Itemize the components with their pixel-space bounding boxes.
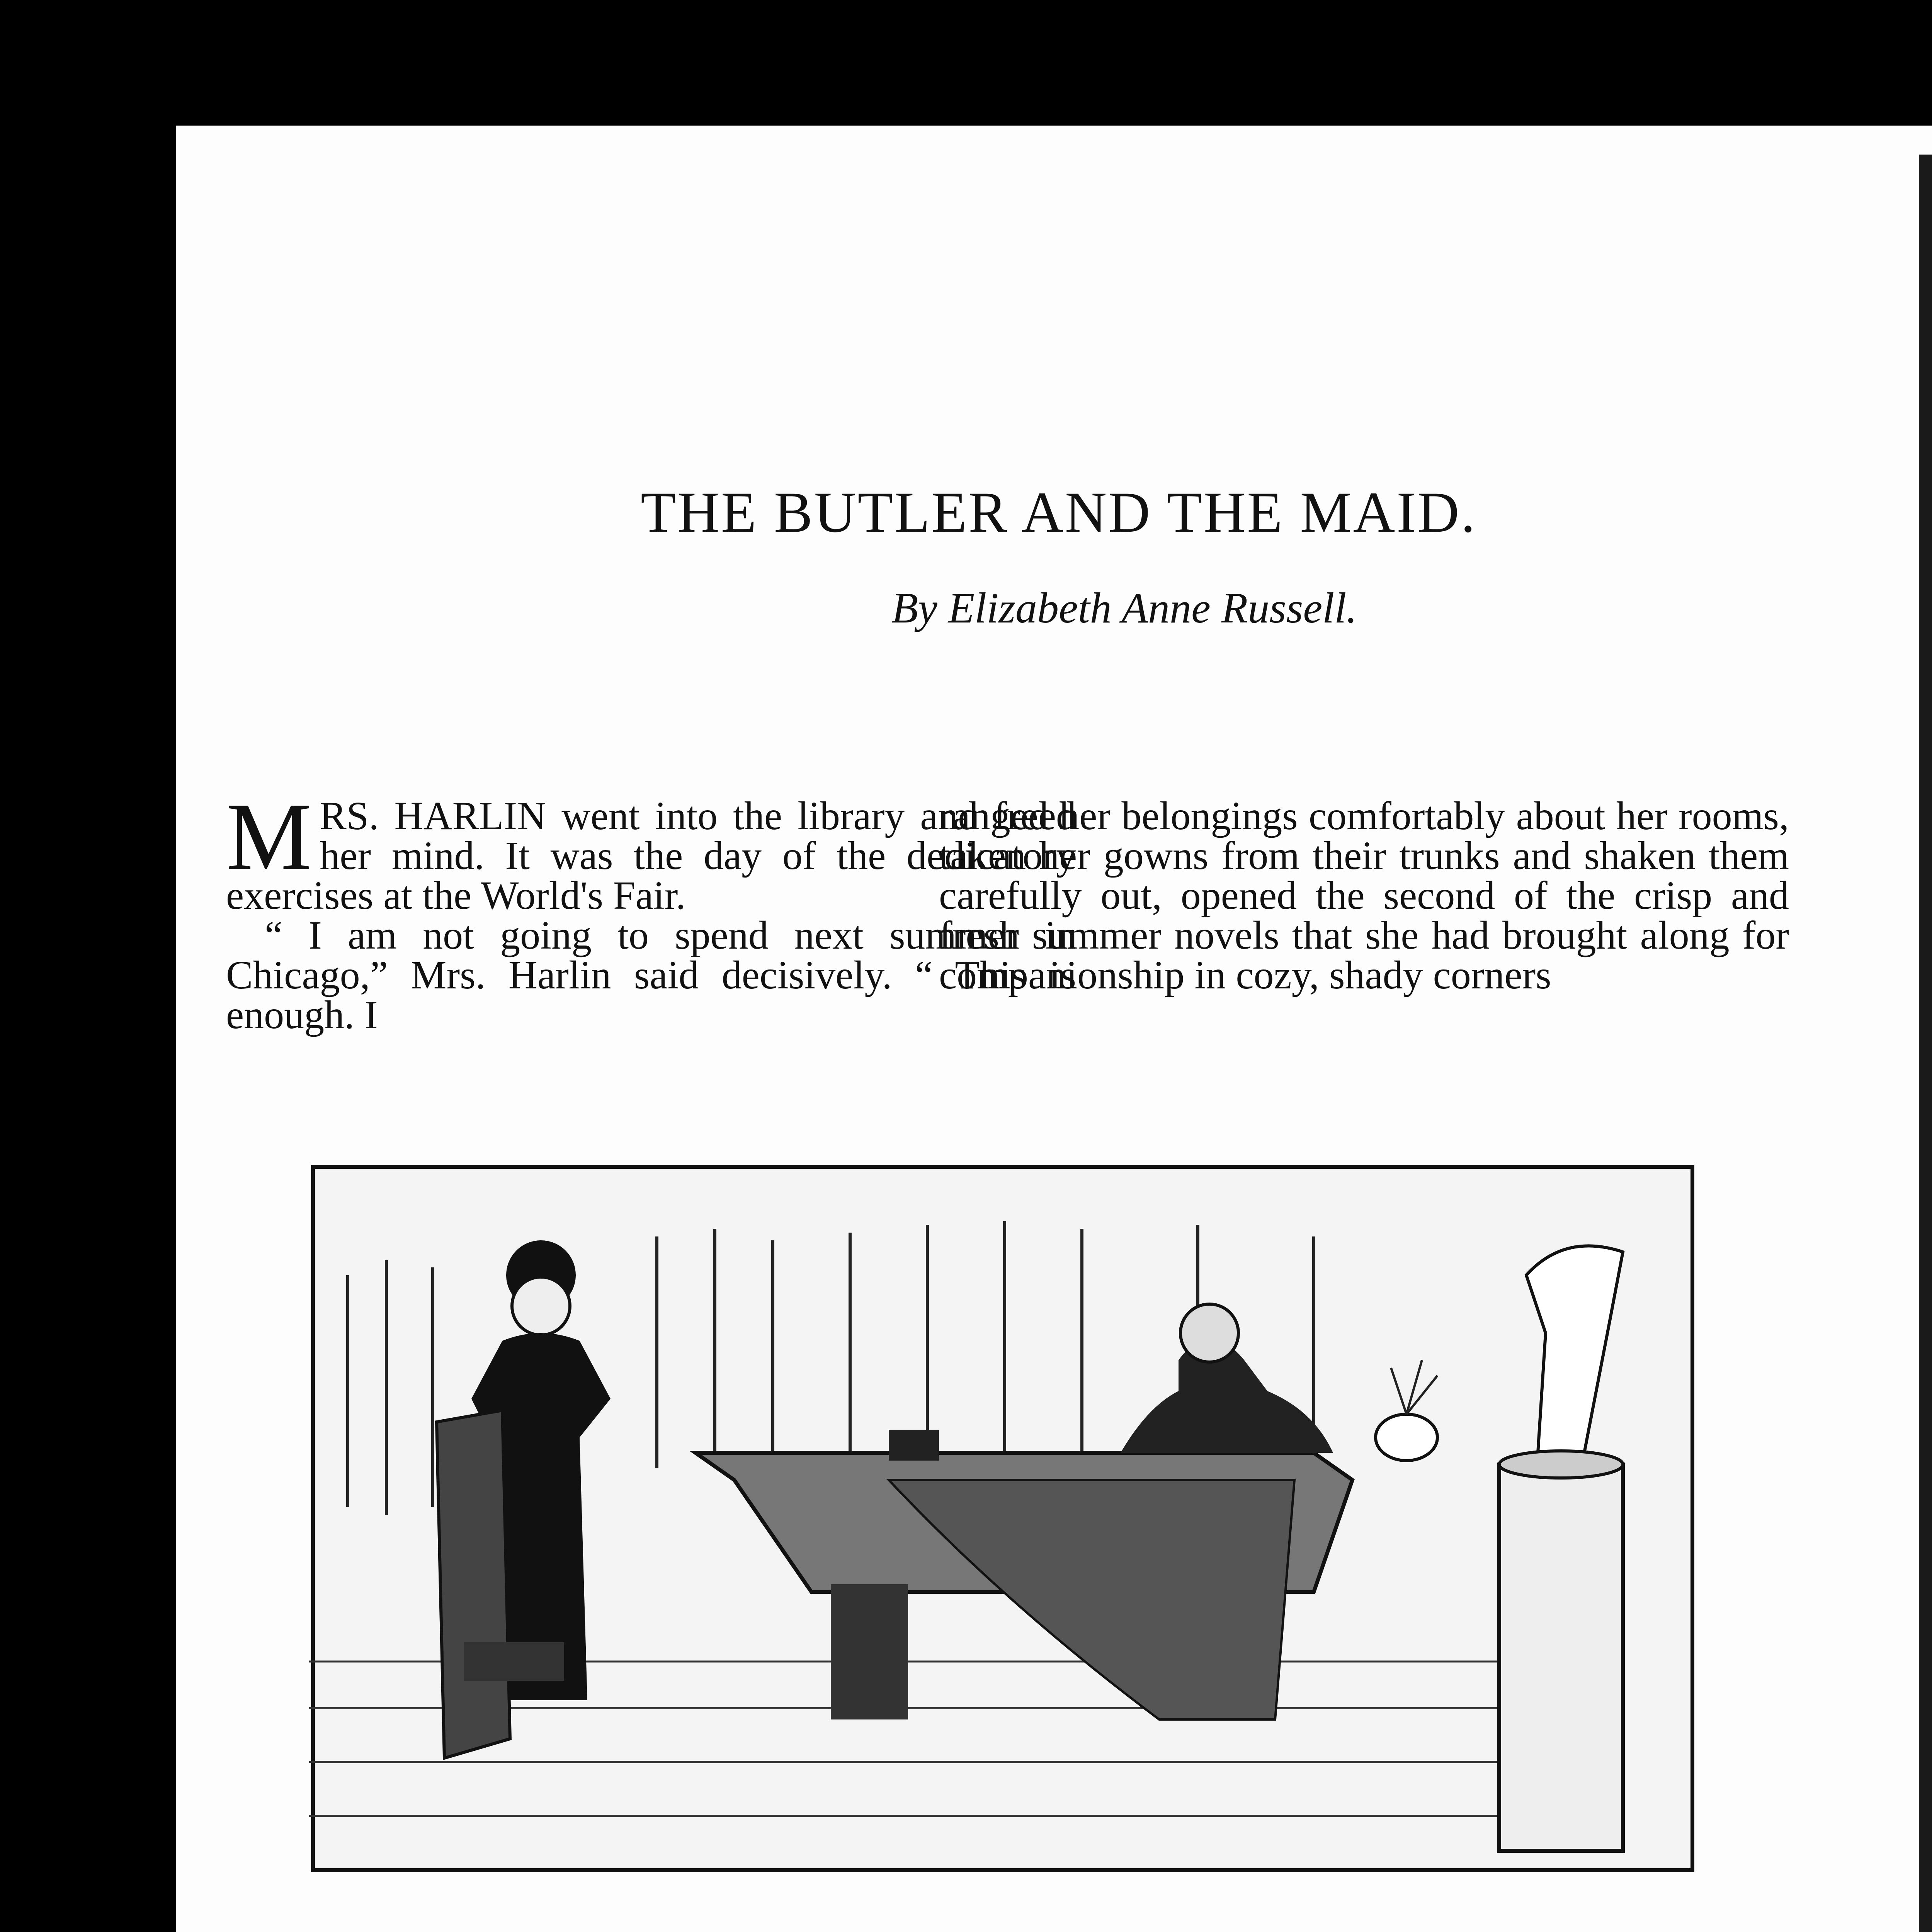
paragraph: RS. HARLIN went into the library and freed her mind. It was the day of the dedicatory exercises at the World's Fair. (226, 794, 1076, 918)
library-scene-illustration (309, 1159, 1700, 1878)
drop-cap: M (226, 783, 312, 890)
paragraph: ranged her belongings comfortably about her rooms, taken her gowns from their trunks and shaken them carefully out, opened the second of the crisp and fresh summer novels that she had brought along for companionship in cozy, shady corners (939, 794, 1789, 997)
article-title: THE BUTLER AND THE MAID. (641, 480, 1477, 544)
column-2-top (939, 796, 1789, 995)
page-edge (1917, 155, 1932, 1932)
paragraph: “ I am not going to spend next summer in Chicago,” Mrs. Harlin said decisively. “ This is enough. I (226, 913, 1076, 1037)
article-byline: By Elizabeth Anne Russell. (891, 584, 1357, 632)
